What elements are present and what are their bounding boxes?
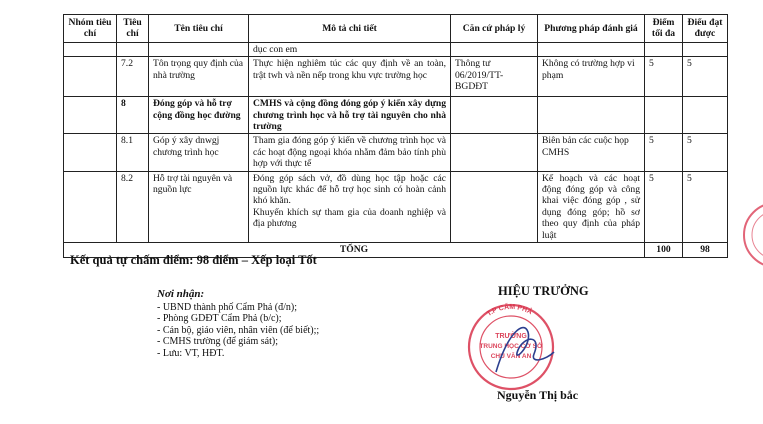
- recipient-item: - UBND thành phố Cẩm Phả (đ/n);: [157, 301, 297, 313]
- cell-description: Tham gia đóng góp ý kiến về chương trình học và các hoạt động ngoại khóa nhằm đảm bảo tính phù hợp với thực tế: [249, 134, 451, 171]
- total-label: TỔNG: [64, 243, 645, 257]
- header-max-score: Điểm tối đa: [645, 15, 683, 43]
- cell-score: 5: [683, 134, 728, 171]
- cell-group: [64, 134, 117, 171]
- cell-legal: [451, 97, 538, 134]
- cell-max: [645, 97, 683, 134]
- header-code: Tiêu chí: [117, 15, 149, 43]
- cell-name: Tôn trọng quy định của nhà trường: [149, 57, 249, 97]
- cell-description: Thực hiện nghiêm túc các quy định về an toàn, trật twh và nền nếp trong khu vực trường học: [249, 57, 451, 97]
- header-group: Nhóm tiêu chí: [64, 15, 117, 43]
- cell-method: Không có trường hợp vi phạm: [538, 57, 645, 97]
- table-header-row: [64, 15, 728, 43]
- cell-name: Hỗ trợ tài nguyên và nguồn lực: [149, 171, 249, 242]
- continuation-text: dục con em: [249, 42, 451, 56]
- recipient-item: - Lưu: VT, HĐT.: [157, 347, 225, 359]
- cell-description: CMHS và cộng đồng đóng góp ý kiến xây dựng chương trình học và hỗ trợ tài nguyên cho nhà trường: [249, 97, 451, 134]
- cell-method: Biên bản các cuộc họp CMHS: [538, 134, 645, 171]
- svg-text:TRƯỜNG: TRƯỜNG: [495, 333, 527, 340]
- cell-code: 8.2: [117, 171, 149, 242]
- total-max: 100: [645, 243, 683, 257]
- cell-max: 5: [645, 171, 683, 242]
- header-name: Tên tiêu chí: [149, 15, 249, 43]
- cell-name: Góp ý xây dnwgj chương trình học: [149, 134, 249, 171]
- cell-code: 8.1: [117, 134, 149, 171]
- total-score: 98: [683, 243, 728, 257]
- official-stamp: [456, 302, 566, 392]
- cell-legal: [451, 134, 538, 171]
- recipient-item: - CMHS trường (để giám sát);: [157, 336, 278, 348]
- side-seal-fragment: [736, 195, 763, 275]
- description-line-2: Khuyến khích sự tham gia của doanh nghiệp và địa phương: [253, 206, 446, 230]
- cell-group: [64, 171, 117, 242]
- signer-title: HIỆU TRƯỞNG: [498, 284, 589, 298]
- recipient-item: - Phòng GDĐT Cẩm Phả (b/c);: [157, 313, 282, 325]
- cell-method: Kế hoạch và các hoạt động đóng góp và công khai việc đóng góp , sử dụng đóng góp; hồ sơ theo quy định của pháp luật: [538, 171, 645, 242]
- cell-code: 7.2: [117, 57, 149, 97]
- cell-max: 5: [645, 57, 683, 97]
- recipients-block: [157, 289, 319, 360]
- header-achieved-score: Điểu đạt được: [683, 15, 728, 43]
- table-row: [64, 134, 728, 171]
- result-summary: Kết quả tự chấm điểm: 98 điểm – Xếp loại Tốt: [70, 253, 317, 267]
- table-row: [64, 42, 728, 56]
- cell-legal: Thông tư 06/2019/TT-BGDĐT: [451, 57, 538, 97]
- description-line-1: Đóng góp sách vở, đồ dùng học tập hoặc các nguồn lực khác để hỗ trợ học sinh có hoàn cảnh khó khăn.: [253, 172, 446, 207]
- cell-group: [64, 57, 117, 97]
- cell-code: 8: [117, 97, 149, 134]
- recipients-title: Nơi nhận:: [157, 288, 205, 300]
- header-description: Mô tả chi tiết: [249, 15, 451, 43]
- table-row: [64, 57, 728, 97]
- cell-name: Đóng góp và hỗ trợ cộng đồng học đường: [149, 97, 249, 134]
- signer-name: Nguyễn Thị bắc: [497, 388, 579, 402]
- cell-group: [64, 97, 117, 134]
- cell-legal: [451, 171, 538, 242]
- svg-text:TRUNG HỌC CƠ SỞ: TRUNG HỌC CƠ SỞ: [479, 343, 543, 350]
- recipient-item: - Cán bộ, giáo viên, nhân viên (để biết);;: [157, 324, 320, 336]
- table-row: [64, 171, 728, 242]
- cell-score: [683, 97, 728, 134]
- cell-score: 5: [683, 57, 728, 97]
- header-legal-basis: Căn cứ pháp lý: [451, 15, 538, 43]
- header-method: Phương pháp đánh giá: [538, 15, 645, 43]
- cell-score: 5: [683, 171, 728, 242]
- cell-max: 5: [645, 134, 683, 171]
- svg-text:CHU VĂN AN: CHU VĂN AN: [490, 353, 532, 360]
- evaluation-table: [63, 14, 728, 258]
- cell-description: [249, 171, 451, 242]
- table-row: [64, 97, 728, 134]
- cell-method: [538, 97, 645, 134]
- svg-text:T.P CẨM PHẢ: T.P CẨM PHẢ: [485, 303, 534, 318]
